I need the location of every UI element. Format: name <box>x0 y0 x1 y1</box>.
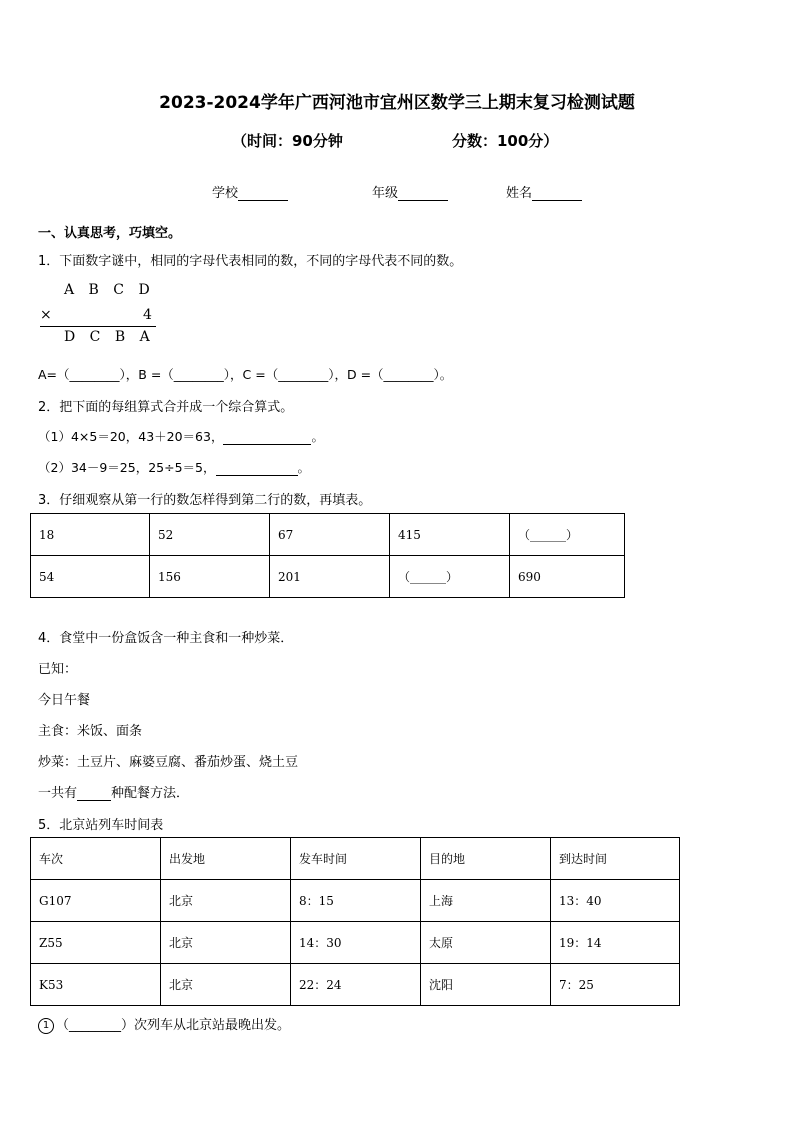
q3-table <box>30 513 625 598</box>
q2-part1 <box>38 427 324 445</box>
q2-part2-text: （2）34－9＝25，25÷5＝5， <box>38 460 216 475</box>
q2-part2 <box>38 458 310 476</box>
table-cell: 156 <box>150 556 270 598</box>
name-blank[interactable] <box>532 200 582 201</box>
table-cell: 22：24 <box>291 964 421 1006</box>
q4-dishes: 炒菜：土豆片、麻婆豆腐、番茄炒蛋、烧土豆 <box>38 755 299 770</box>
name-label: 姓名 <box>506 186 533 201</box>
q2-text: 2．把下面的每组算式合并成一个综合算式。 <box>38 400 294 415</box>
school-blank[interactable] <box>238 200 288 201</box>
q4-answer-post: 种配餐方法． <box>111 786 190 801</box>
table-row <box>31 880 680 922</box>
table-cell: 19：14 <box>551 922 680 964</box>
q3-row <box>31 514 625 556</box>
table-cell: 8：15 <box>291 880 421 922</box>
column-header: 到达时间 <box>551 838 680 880</box>
q3-text: 3．仔细观察从第一行的数怎样得到第二行的数，再填表。 <box>38 493 372 508</box>
grade-blank[interactable] <box>398 200 448 201</box>
table-cell: 54 <box>31 556 150 598</box>
q4-answer-pre: 一共有 <box>38 786 78 801</box>
q4-blank[interactable] <box>77 800 111 801</box>
answer-cell[interactable]: （______） <box>390 556 510 598</box>
q2-part1-text: （1）4×5＝20，43＋20＝63， <box>38 429 224 444</box>
school-field <box>212 182 288 201</box>
table-header-row <box>31 838 680 880</box>
q2-part2-end: 。 <box>297 460 311 475</box>
q4-text: 4．食堂中一份盒饭含一种主食和一种炒菜． <box>38 631 294 646</box>
q2-part1-end: 。 <box>311 429 324 444</box>
column-header: 目的地 <box>421 838 551 880</box>
table-cell: 201 <box>270 556 390 598</box>
table-cell: 415 <box>390 514 510 556</box>
q3-row <box>31 556 625 598</box>
table-cell: 7：25 <box>551 964 680 1006</box>
times-sign: × <box>40 307 52 323</box>
q2-part2-blank[interactable] <box>216 475 298 476</box>
table-cell: 北京 <box>161 880 291 922</box>
table-cell: 沈阳 <box>421 964 551 1006</box>
table-cell: 北京 <box>161 922 291 964</box>
q5-subquestion-1 <box>38 1014 290 1034</box>
table-cell: 北京 <box>161 964 291 1006</box>
grade-field <box>372 182 448 201</box>
q4-staple: 主食：米饭、面条 <box>38 724 143 739</box>
train-timetable <box>30 837 680 1006</box>
q1-text: 1．下面数字谜中，相同的字母代表相同的数，不同的字母代表不同的数。 <box>38 254 463 269</box>
table-cell: 太原 <box>421 922 551 964</box>
q5-text: 5．北京站列车时间表 <box>38 818 164 833</box>
column-header: 出发地 <box>161 838 291 880</box>
school-label: 学校 <box>212 186 239 201</box>
table-cell: G107 <box>31 880 161 922</box>
q5-sub1-text[interactable]: （________）次列车从北京站最晚出发。 <box>56 1018 291 1033</box>
table-cell: 上海 <box>421 880 551 922</box>
circled-number: 1 <box>38 1018 54 1034</box>
q1-answer[interactable]: A=（________），B =（________），C =（________），D =（________）。 <box>38 367 453 382</box>
page-title: 2023-2024学年广西河池市宜州区数学三上期末复习检测试题 <box>159 93 635 113</box>
puzzle-line <box>40 326 156 327</box>
section-heading: 一、认真思考，巧填空。 <box>38 226 182 241</box>
table-cell: 67 <box>270 514 390 556</box>
q4-known: 已知： <box>38 662 78 677</box>
q4-menu: 今日午餐 <box>38 693 91 708</box>
table-cell: K53 <box>31 964 161 1006</box>
grade-label: 年级 <box>372 186 399 201</box>
q2-part1-blank[interactable] <box>223 444 311 445</box>
table-cell: 13：40 <box>551 880 680 922</box>
answer-cell[interactable]: （______） <box>510 514 625 556</box>
table-cell: Z55 <box>31 922 161 964</box>
table-cell: 18 <box>31 514 150 556</box>
table-row <box>31 964 680 1006</box>
puzzle-row3: D C B A <box>64 329 150 345</box>
multiplier: 4 <box>143 307 152 323</box>
exam-time: （时间：90分钟 <box>232 132 343 150</box>
q4-answer <box>38 782 189 801</box>
table-cell: 690 <box>510 556 625 598</box>
table-cell: 14：30 <box>291 922 421 964</box>
table-cell: 52 <box>150 514 270 556</box>
column-header: 车次 <box>31 838 161 880</box>
name-field <box>506 182 582 201</box>
puzzle-row1: A B C D <box>64 282 150 298</box>
table-row <box>31 922 680 964</box>
exam-score: 分数：100分） <box>452 132 559 150</box>
column-header: 发车时间 <box>291 838 421 880</box>
